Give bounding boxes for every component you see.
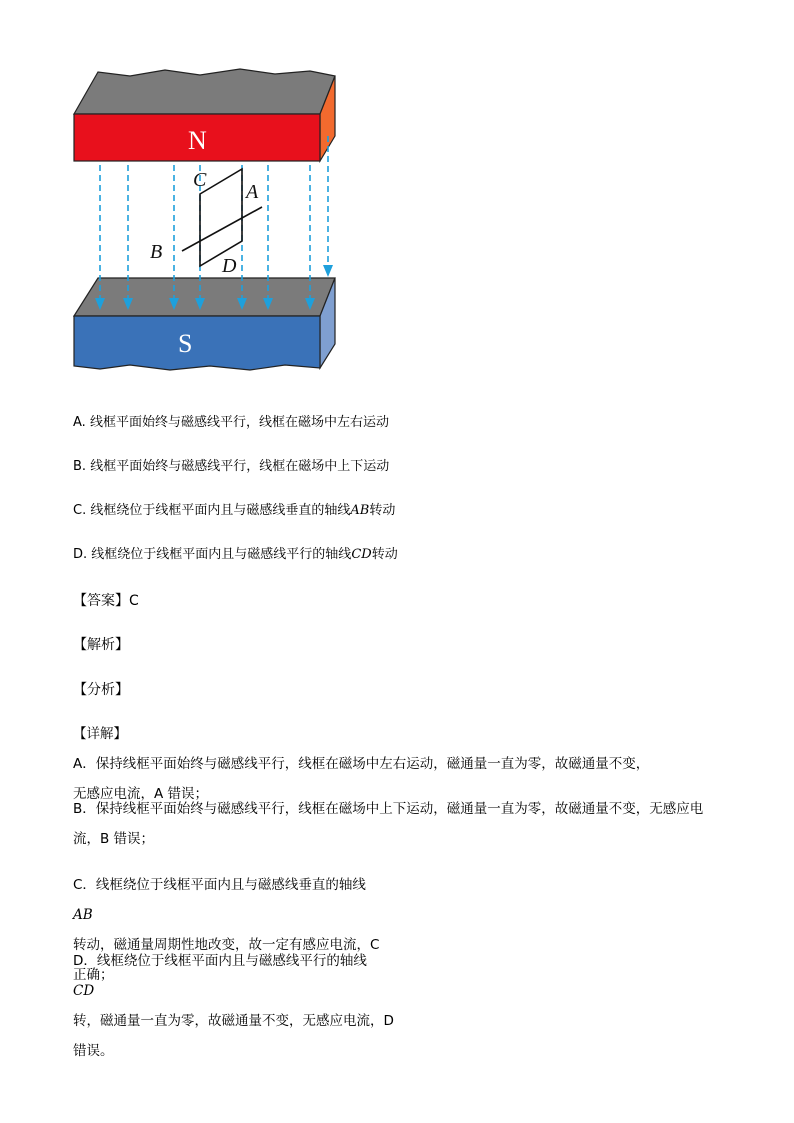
label-a: A <box>246 181 259 203</box>
magnet-diagram <box>70 66 340 382</box>
option-c-axis: AB <box>350 503 370 518</box>
option-d <box>73 546 398 564</box>
detail-b-line1: B．保持线框平面始终与磁感线平行，线框在磁场中上下运动，磁通量一直为零，故磁通量不变，无感应电 <box>73 801 704 817</box>
answer-line <box>73 592 139 610</box>
detail-b-line2: 流，B 错误； <box>73 831 155 847</box>
option-a-text: 线框平面始终与磁感线平行，线框在磁场中左右运动 <box>89 415 389 430</box>
detail-c-before: C．线框绕位于线框平面内且与磁感线垂直的轴线 <box>73 877 366 893</box>
option-b-prefix: B. <box>73 459 87 474</box>
option-a-prefix: A. <box>73 415 86 430</box>
answer-label: 【答案】 <box>73 593 129 609</box>
detail-c-axis: AB <box>73 907 93 923</box>
detail-label: 【详解】 <box>73 726 127 742</box>
answer-value: C <box>129 593 139 609</box>
analysis-label: 【解析】 <box>73 637 129 653</box>
north-label: N <box>188 126 207 155</box>
south-top-surface <box>74 278 335 316</box>
detail-b <box>73 794 733 854</box>
option-d-text-after: 转动 <box>371 547 398 562</box>
detail-d-line1 <box>73 946 733 1036</box>
detail-c-line2: 正确； <box>73 967 114 983</box>
option-c-text-before: 线框绕位于线框平面内且与磁感线垂直的轴线 <box>90 503 351 518</box>
detail-a-line1 <box>73 719 733 779</box>
detail-d <box>73 946 733 1066</box>
option-d-text-before: 线框绕位于线框平面内且与磁感线平行的轴线 <box>91 547 352 562</box>
detail-c-after: 转动，磁通量周期性地改变，故一定有感应电流，C <box>73 937 380 953</box>
south-front-face <box>74 316 320 370</box>
option-c-prefix: C. <box>73 503 87 518</box>
detail-a-text1: A．保持线框平面始终与磁感线平行，线框在磁场中左右运动，磁通量一直为零，故磁通量不变， <box>73 756 650 772</box>
option-c <box>73 502 395 520</box>
fenxi-label: 【分析】 <box>73 682 129 698</box>
label-c: C <box>193 169 207 191</box>
magnet-svg <box>70 66 340 382</box>
detail-d-line2: 错误。 <box>73 1043 114 1059</box>
south-label: S <box>178 329 193 358</box>
detail-a-line2: 无感应电流，A 错误； <box>73 786 209 802</box>
option-d-axis: CD <box>351 547 372 562</box>
label-d: D <box>222 255 237 277</box>
option-d-prefix: D. <box>73 547 88 562</box>
label-b: B <box>150 241 163 263</box>
detail-d-before: D．线框绕位于线框平面内且与磁感线平行的轴线 <box>73 953 367 969</box>
north-top-surface <box>74 69 335 114</box>
detail-d-axis: CD <box>73 983 95 999</box>
option-b <box>73 458 389 476</box>
detail-d-after: 转，磁通量一直为零，故磁通量不变，无感应电流，D <box>73 1013 394 1029</box>
arrowhead <box>323 265 333 277</box>
axis-ab <box>182 207 262 251</box>
option-c-text-after: 转动 <box>369 503 396 518</box>
option-a <box>73 414 389 432</box>
option-b-text: 线框平面始终与磁感线平行，线框在磁场中上下运动 <box>90 459 390 474</box>
